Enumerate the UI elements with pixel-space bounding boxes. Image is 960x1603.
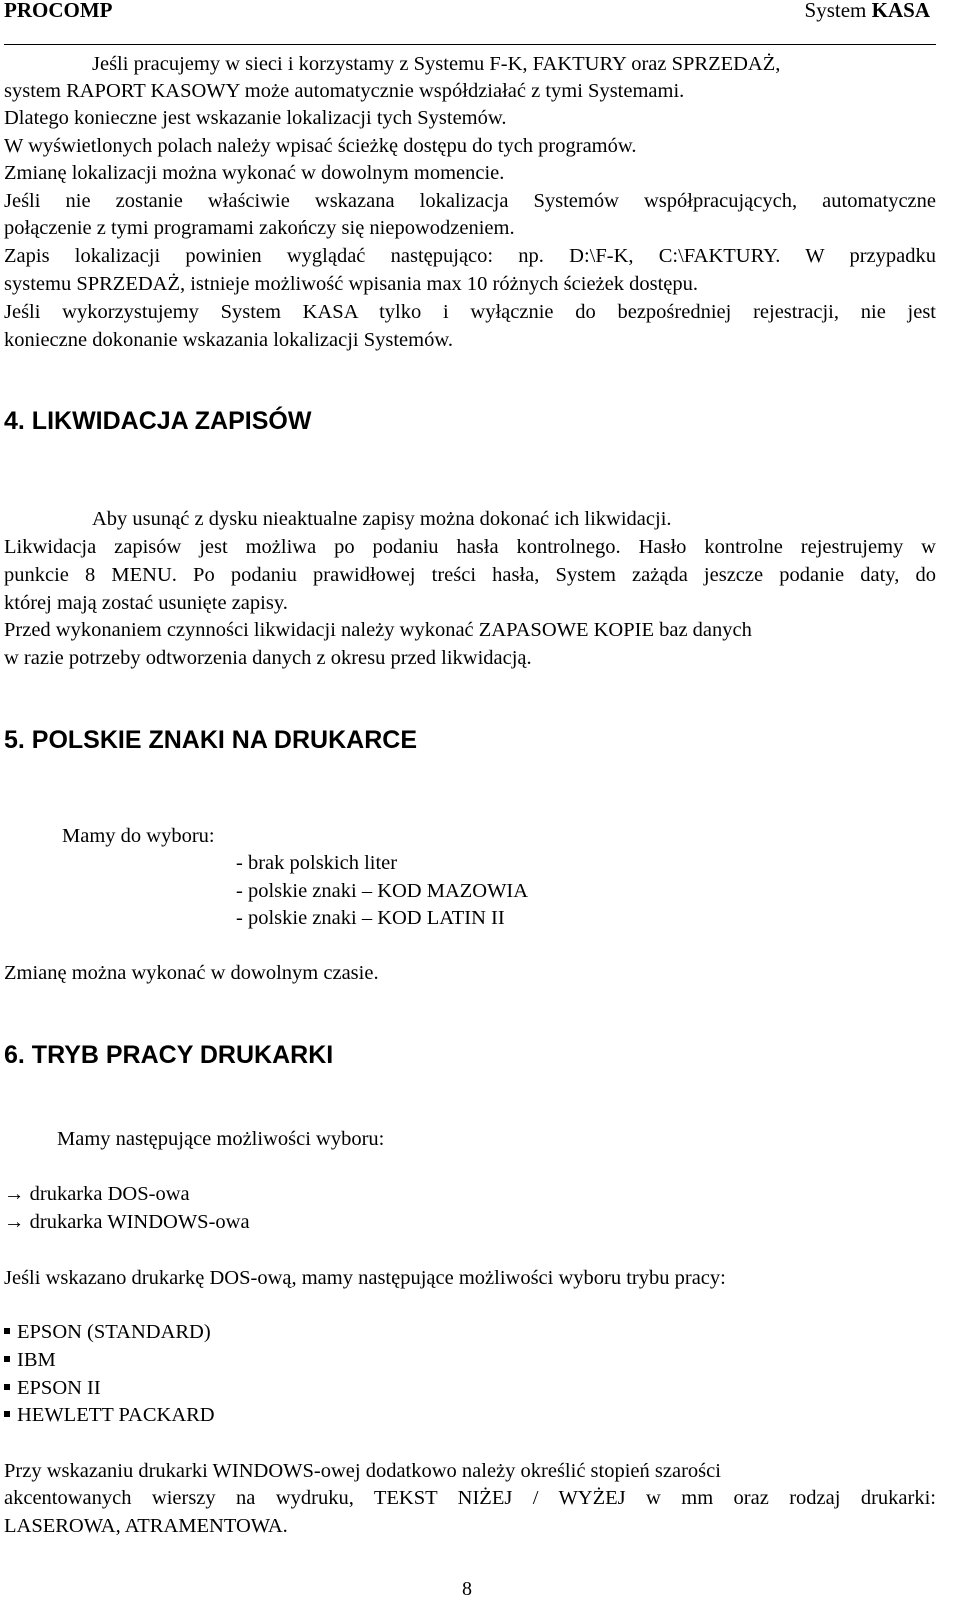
section5-option: - polskie znaki – KOD LATIN II [236, 907, 505, 929]
section4-line: której mają zostać usunięte zapisy. [4, 592, 288, 614]
bullet-icon [4, 1384, 10, 1390]
header-system-title: System KASA [804, 0, 930, 22]
intro-line: Zmianę lokalizacji można wykonać w dowolnym momencie. [4, 162, 505, 184]
section4-line: Aby usunąć z dysku nieaktualne zapisy można dokonać ich likwidacji. [92, 508, 672, 530]
bullet-icon [4, 1356, 10, 1362]
section-heading-polskie-znaki: 5. POLSKIE ZNAKI NA DRUKARCE [4, 726, 417, 754]
section-heading-likwidacja: 4. LIKWIDACJA ZAPISÓW [4, 407, 312, 435]
intro-line: Dlatego konieczne jest wskazanie lokalizacji tych Systemów. [4, 107, 507, 129]
section6-mode-item: EPSON (STANDARD) [4, 1320, 211, 1344]
header-rule [4, 44, 936, 45]
intro-line: Zapis lokalizacji powinien wyglądać następująco: np. D:\F-K, C:\FAKTURY. W przypadku [4, 245, 936, 267]
section6-printer-type: → drukarka WINDOWS-owa [4, 1211, 250, 1233]
intro-line: system RAPORT KASOWY może automatycznie współdziałać z tymi Systemami. [4, 80, 685, 102]
section6-intro: Mamy następujące możliwości wyboru: [57, 1128, 385, 1150]
section6-printer-type: → drukarka DOS-owa [4, 1183, 190, 1205]
intro-line: Jeśli nie zostanie właściwie wskazana lokalizacja Systemów współpracujących, automatyczne [4, 190, 936, 212]
section5-footer: Zmianę można wykonać w dowolnym czasie. [4, 962, 379, 984]
section5-option: - brak polskich liter [236, 852, 398, 874]
section6-windows-line: akcentowanych wierszy na wydruku, TEKST NIŻEJ / WYŻEJ w mm oraz rodzaj drukarki: [4, 1487, 936, 1509]
bullet-icon [4, 1328, 10, 1334]
section6-mode-item: IBM [4, 1348, 56, 1372]
bullet-icon [4, 1411, 10, 1417]
section4-line: punkcie 8 MENU. Po podaniu prawidłowej treści hasła, System zażąda jeszcze podanie daty, do [4, 564, 936, 586]
intro-line: konieczne dokonanie wskazania lokalizacji Systemów. [4, 329, 453, 351]
section6-dos-text: Jeśli wskazano drukarkę DOS-ową, mamy następujące możliwości wyboru trybu pracy: [4, 1267, 726, 1289]
section4-line: Likwidacja zapisów jest możliwa po podaniu hasła kontrolnego. Hasło kontrolne rejestrujemy w [4, 536, 936, 558]
intro-line: połączenie z tymi programami zakończy się niepowodzeniem. [4, 217, 515, 239]
section-heading-tryb-pracy: 6. TRYB PRACY DRUKARKI [4, 1041, 334, 1069]
intro-line: systemu SPRZEDAŻ, istnieje możliwość wpisania max 10 różnych ścieżek dostępu. [4, 273, 699, 295]
section4-line: Przed wykonaniem czynności likwidacji należy wykonać ZAPASOWE KOPIE baz danych [4, 619, 752, 641]
intro-line: W wyświetlonych polach należy wpisać ścieżkę dostępu do tych programów. [4, 135, 637, 157]
intro-line: Jeśli wykorzystujemy System KASA tylko i wyłącznie do bezpośredniej rejestracji, nie jest [4, 301, 936, 323]
section6-mode-item: HEWLETT PACKARD [4, 1403, 215, 1427]
intro-line: Jeśli pracujemy w sieci i korzystamy z Systemu F-K, FAKTURY oraz SPRZEDAŻ, [92, 53, 781, 75]
section4-line: w razie potrzeby odtworzenia danych z okresu przed likwidacją. [4, 647, 532, 669]
section6-windows-line: LASEROWA, ATRAMENTOWA. [4, 1515, 288, 1537]
section5-intro: Mamy do wyboru: [62, 825, 215, 847]
section6-windows-line: Przy wskazaniu drukarki WINDOWS-owej dodatkowo należy określić stopień szarości [4, 1460, 721, 1482]
header-company: PROCOMP [4, 0, 113, 22]
page-header [4, 0, 930, 26]
section5-option: - polskie znaki – KOD MAZOWIA [236, 880, 529, 902]
page-number: 8 [462, 1578, 472, 1600]
section6-mode-item: EPSON II [4, 1376, 101, 1400]
